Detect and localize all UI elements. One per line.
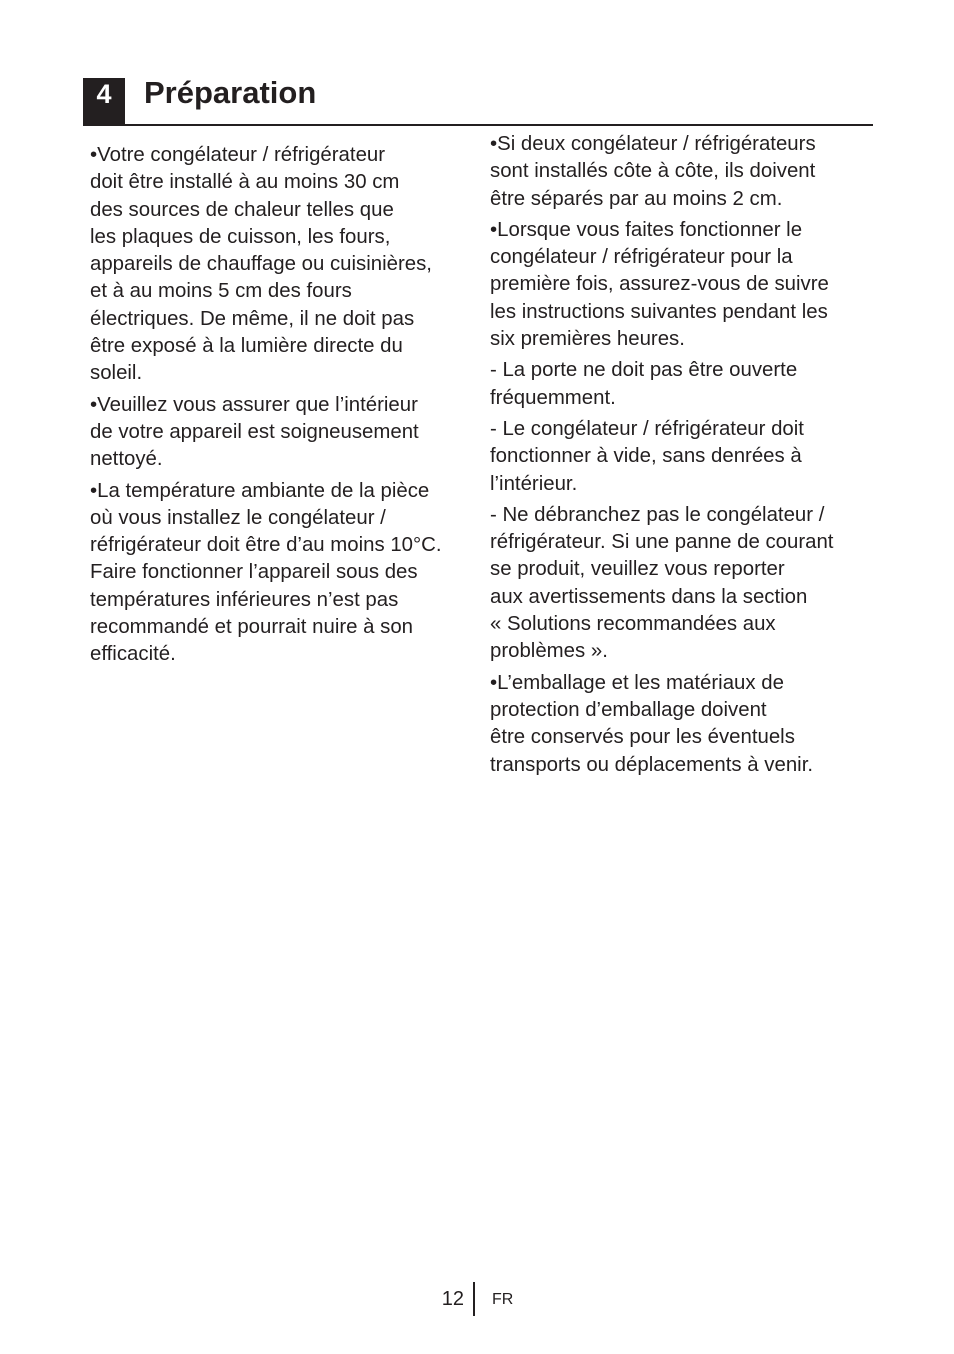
paragraph-first-operation: •Lorsque vous faites fonctionner le congélateur / réfrigérateur pour la première fois, assurez-vous de suivre les instructions suivantes pendant les six premières heures. xyxy=(490,218,829,351)
language-code: FR xyxy=(492,1291,514,1308)
paragraph-side-by-side: •Si deux congélateur / réfrigérateurs sont installés côte à côte, ils doivent être séparés par au moins 2 cm. xyxy=(490,133,816,210)
paragraph-door-closed: - La porte ne doit pas être ouverte fréquemment. xyxy=(490,359,798,409)
paragraph-heat-source-distance: •Votre congélateur / réfrigérateur doit être installé à au moins 30 cm des sources de chaleur telles que les plaques de cuisson, les fours, appareils de chauffage ou cuisinières, et à au moins 5 cm des fours électriques. De même, il ne doit pas être exposé à la lumière directe du soleil. xyxy=(90,144,432,385)
page-number: 12 xyxy=(441,1288,464,1310)
paragraph-run-empty: - Le congélateur / réfrigérateur doit fonctionner à vide, sans denrées à l’intérieur. xyxy=(490,417,804,495)
section-header xyxy=(83,75,873,126)
footer-divider xyxy=(473,1282,475,1316)
section-number-badge: 4 xyxy=(83,78,125,124)
paragraph-keep-packaging: •L’emballage et les matériaux de protection d’emballage doivent être conservés pour les éventuels transports ou déplacements à venir. xyxy=(490,671,814,776)
paragraph-ambient-temperature: •La température ambiante de la pièce où vous installez le congélateur / réfrigérateur doit être d’au moins 10°C. Faire fonctionner l’appareil sous des températures inférieures n’est pas recommandé et pourrait nuire à son efficacité. xyxy=(90,479,442,666)
right-column xyxy=(490,131,868,783)
left-column xyxy=(90,142,476,673)
section-title: Préparation xyxy=(144,75,317,110)
paragraph-clean-interior: •Veuillez vous assurer que l’intérieur de votre appareil est soigneusement nettoyé. xyxy=(90,393,419,471)
page-footer xyxy=(0,1280,954,1320)
paragraph-do-not-unplug: - Ne débranchez pas le congélateur / réfrigérateur. Si une panne de courant se produit, veuillez vous reporter aux avertissements dans la section « Solutions recommandées aux problèmes ». xyxy=(490,503,834,663)
